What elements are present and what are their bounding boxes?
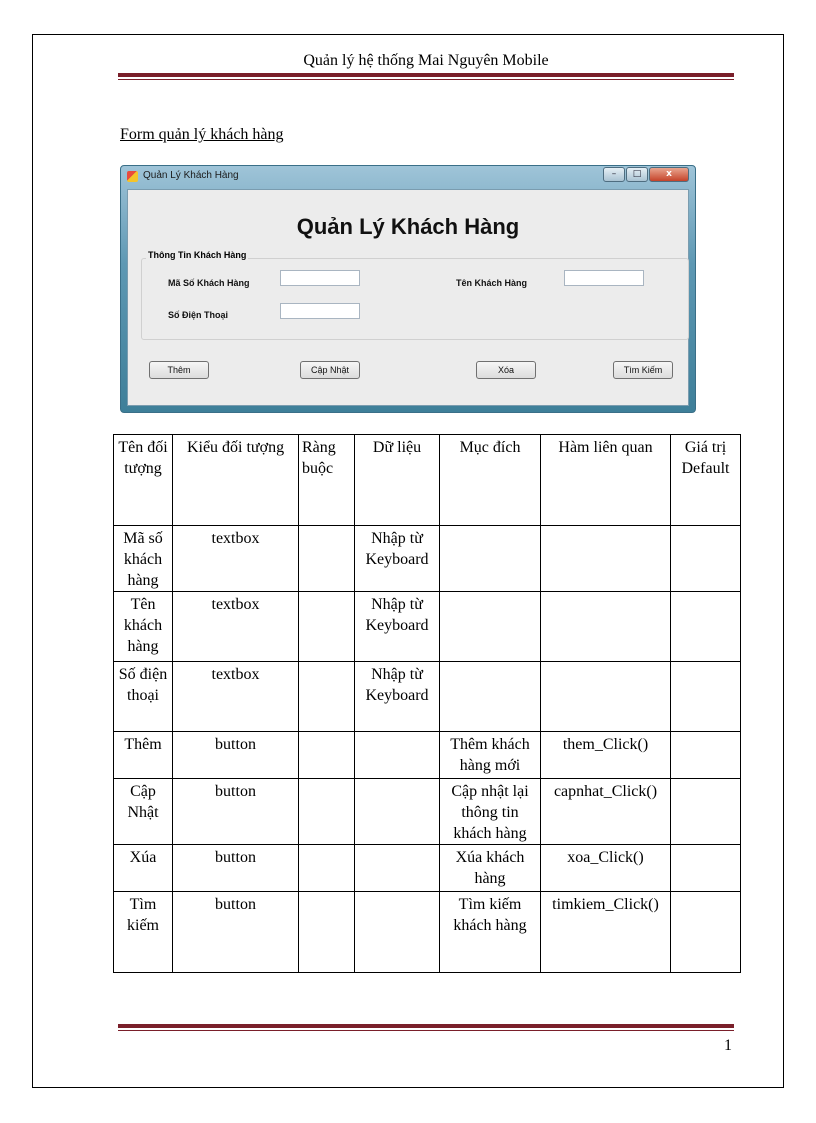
table-header-row (114, 435, 741, 526)
table-cell: Xúa khách hàng (440, 845, 541, 892)
table-cell: xoa_Click() (541, 845, 671, 892)
table-cell: button (173, 845, 299, 892)
table-cell: Xúa (114, 845, 173, 892)
header-cell: Giá trị Default (671, 435, 741, 526)
table-cell (671, 526, 741, 592)
window-title: Quản Lý Khách Hàng (143, 170, 239, 181)
table-cell: capnhat_Click() (541, 779, 671, 845)
table-cell: Tìm kiếm (114, 892, 173, 973)
close-icon[interactable]: x (649, 167, 689, 182)
update-button[interactable]: Cập Nhật (300, 361, 360, 379)
form-heading: Quản Lý Khách Hàng (296, 214, 520, 239)
table-cell (355, 779, 440, 845)
table-cell (671, 845, 741, 892)
table-cell: Thêm (114, 732, 173, 779)
table-cell (541, 592, 671, 662)
customer-id-label: Mã Số Khách Hàng (168, 278, 250, 288)
table-cell (299, 845, 355, 892)
header-cell: Hàm liên quan (541, 435, 671, 526)
table-cell (299, 732, 355, 779)
groupbox-label: Thông Tin Khách Hàng (148, 250, 247, 260)
table-cell (355, 845, 440, 892)
table-cell: Cập nhật lại thông tin khách hàng (440, 779, 541, 845)
table-row (114, 662, 741, 732)
footer-rule (118, 1024, 734, 1031)
table-cell (671, 779, 741, 845)
header-cell: Mục đích (440, 435, 541, 526)
table-cell: button (173, 892, 299, 973)
phone-input[interactable] (280, 303, 360, 319)
phone-label: Số Điện Thoại (168, 310, 229, 320)
table-cell: textbox (173, 662, 299, 732)
table-cell (671, 892, 741, 973)
table-cell (299, 892, 355, 973)
table-cell: them_Click() (541, 732, 671, 779)
customer-name-input[interactable] (564, 270, 644, 286)
delete-button[interactable]: Xóa (476, 361, 536, 379)
form-window-screenshot (120, 165, 696, 413)
table-row (114, 779, 741, 845)
header-rule (118, 73, 734, 80)
table-cell (355, 732, 440, 779)
section-title: Form quản lý khách hàng (120, 126, 284, 143)
table-cell (671, 732, 741, 779)
object-spec-table (113, 434, 741, 973)
table-cell (299, 779, 355, 845)
app-icon (127, 171, 138, 182)
table-cell: Tìm kiếm khách hàng (440, 892, 541, 973)
table-cell (671, 662, 741, 732)
table-cell: timkiem_Click() (541, 892, 671, 973)
table-cell: button (173, 779, 299, 845)
customer-name-label: Tên Khách Hàng (456, 278, 528, 288)
header-cell: Dữ liệu (355, 435, 440, 526)
page-number: 1 (724, 1037, 732, 1054)
window-titlebar (121, 166, 695, 188)
table-cell: Số điện thoại (114, 662, 173, 732)
window-client-area (127, 189, 689, 406)
maximize-icon[interactable]: □ (626, 167, 648, 182)
minimize-icon[interactable]: – (603, 167, 625, 182)
table-row (114, 592, 741, 662)
table-row (114, 526, 741, 592)
header-cell: Ràng buộc (299, 435, 355, 526)
table-cell (541, 526, 671, 592)
table-cell (671, 592, 741, 662)
table-cell (355, 892, 440, 973)
table-cell: textbox (173, 592, 299, 662)
add-button[interactable]: Thêm (149, 361, 209, 379)
table-cell: Nhập từ Keyboard (355, 662, 440, 732)
table-cell: Cập Nhật (114, 779, 173, 845)
header-cell: Kiểu đối tượng (173, 435, 299, 526)
table-cell (299, 526, 355, 592)
table-cell (440, 592, 541, 662)
table-row (114, 732, 741, 779)
header-title: Quản lý hệ thống Mai Nguyên Mobile (303, 52, 549, 69)
table-cell (440, 662, 541, 732)
search-button[interactable]: Tìm Kiếm (613, 361, 673, 379)
header-cell: Tên đối tượng (114, 435, 173, 526)
table-cell (541, 662, 671, 732)
table-row (114, 892, 741, 973)
table-cell: Tên khách hàng (114, 592, 173, 662)
table-cell: Thêm khách hàng mới (440, 732, 541, 779)
table-cell (299, 592, 355, 662)
customer-id-input[interactable] (280, 270, 360, 286)
table-cell (299, 662, 355, 732)
table-cell (440, 526, 541, 592)
table-cell: Nhập từ Keyboard (355, 592, 440, 662)
table-row (114, 845, 741, 892)
table-cell: button (173, 732, 299, 779)
table-cell: Nhập từ Keyboard (355, 526, 440, 592)
table-cell: textbox (173, 526, 299, 592)
table-cell: Mã số khách hàng (114, 526, 173, 592)
